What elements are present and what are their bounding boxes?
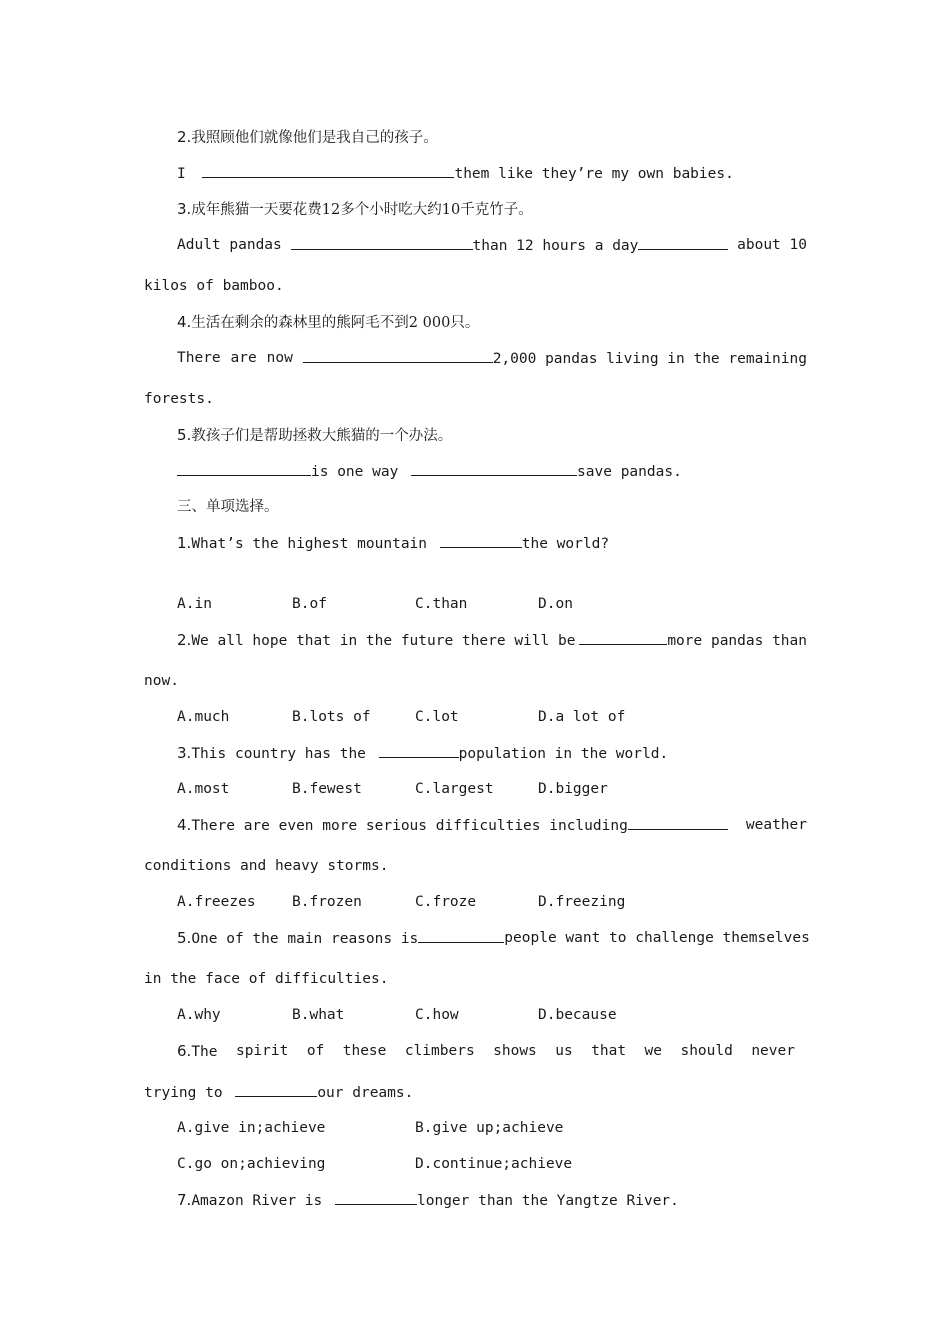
answer-blank[interactable] [440,533,522,548]
word: climbers [404,1043,475,1059]
option-b[interactable]: B.frozen [292,894,362,910]
question-text: One of the main reasons is [191,931,419,947]
mc-question-1 [177,533,609,554]
question-text: This country has the [191,746,366,762]
question-text: There are even more serious difficulties including [191,818,628,834]
answer-blank-2[interactable] [411,461,577,476]
option-b[interactable]: B.lots of [292,709,371,725]
question-text: trying to [144,1085,223,1101]
word: these [342,1043,387,1059]
question-number: 3. [177,744,192,762]
mc-question-6-continuation [144,1082,413,1103]
answer-blank[interactable] [335,1190,417,1205]
option-d[interactable]: D.freezing [538,894,626,910]
question-4-continuation: forests. [144,391,214,407]
chinese-prompt: 生活在剩余的森林里的熊阿毛不到2 000只。 [191,315,480,331]
sentence-middle: than 12 hours a day [472,238,639,254]
option-c[interactable]: C.largest [415,781,494,797]
option-c[interactable]: C.how [415,1007,459,1023]
question-text-end: people want to challenge themselves [504,930,810,946]
sentence-start: I [177,166,186,182]
option-b[interactable]: B.fewest [292,781,362,797]
option-d[interactable]: D.bigger [538,781,608,797]
question-3-english [177,235,807,256]
answer-blank[interactable] [379,743,459,758]
option-a[interactable]: A.freezes [177,894,256,910]
question-5-english [177,461,682,482]
question-3-chinese [177,199,533,220]
option-a[interactable]: A.in [177,596,212,612]
word: of [306,1043,325,1059]
word: The [191,1044,218,1060]
section-title: 三、单项选择。 [177,499,279,515]
chinese-prompt: 成年熊猫一天要花费12多个小时吃大约10千克竹子。 [191,202,533,218]
sentence-end: 2,000 pandas living in the remaining [492,351,807,367]
answer-blank-1[interactable] [291,235,473,250]
option-c[interactable]: C.than [415,596,468,612]
word: pandas [229,237,282,253]
option-a[interactable]: A.give in;achieve [177,1120,326,1136]
option-c[interactable]: C.lot [415,709,459,725]
sentence-end: them like they’re my own babies. [454,166,734,182]
question-number: 1. [177,534,192,552]
word: spirit [235,1043,289,1059]
mc-question-5 [177,928,810,949]
mc-question-2 [177,630,807,651]
word: shows [493,1043,537,1059]
option-a[interactable]: A.why [177,1007,221,1023]
mc-question-3 [177,743,668,764]
chinese-prompt: 教孩子们是帮助拯救大熊猫的一个办法。 [191,428,453,444]
question-text-end: the world? [521,536,610,552]
question-3-continuation: kilos of bamboo. [144,278,284,294]
answer-blank[interactable] [418,928,504,943]
question-text: What’s the highest mountain [191,536,428,552]
answer-blank-2[interactable] [638,235,728,250]
option-d[interactable]: D.on [538,596,573,612]
word: 10 [789,237,807,253]
question-number: 5. [177,929,192,947]
answer-blank[interactable] [235,1082,317,1097]
question-number: 6. [177,1042,192,1060]
mc-question-5-continuation: in the face of difficulties. [144,971,389,987]
word: should [680,1043,733,1059]
mc-question-7 [177,1190,679,1211]
answer-blank[interactable] [202,163,454,178]
word: that [591,1043,627,1059]
word: There [177,350,221,366]
word: now [266,350,293,366]
question-text-end: population in the world. [458,746,669,762]
sentence-end: save pandas. [577,464,682,480]
chinese-prompt: 我照顾他们就像他们是我自己的孩子。 [191,130,438,146]
question-5-chinese [177,425,452,446]
word: Adult [177,237,221,253]
option-b[interactable]: B.give up;achieve [415,1120,564,1136]
question-text-end: our dreams. [317,1085,414,1101]
question-number: 4. [177,816,192,834]
option-b[interactable]: B.of [292,596,327,612]
question-2-english [177,163,734,184]
option-b[interactable]: B.what [292,1007,345,1023]
question-text-end: longer than the Yangtze River. [417,1193,679,1209]
option-c[interactable]: C.froze [415,894,477,910]
option-a[interactable]: A.most [177,781,230,797]
option-d[interactable]: D.continue;achieve [415,1156,573,1172]
question-text: Amazon River is [191,1193,323,1209]
answer-blank[interactable] [628,815,728,830]
question-text-end: weather [745,817,807,833]
question-number: 4. [177,313,192,331]
question-number: 3. [177,200,192,218]
question-4-english [177,348,807,369]
option-d[interactable]: D.because [538,1007,617,1023]
word: we [644,1043,663,1059]
mc-question-4 [177,815,807,836]
question-4-chinese [177,312,479,333]
answer-blank-1[interactable] [177,461,311,476]
word: about [737,237,781,253]
answer-blank[interactable] [579,630,667,645]
question-2-chinese [177,127,438,148]
question-text: We all hope that in the future there will be [191,633,576,649]
question-number: 2. [177,631,192,649]
option-a[interactable]: A.much [177,709,230,725]
question-number: 5. [177,426,192,444]
word: are [230,350,257,366]
mc-question-4-continuation: conditions and heavy storms. [144,858,389,874]
word: never [751,1043,795,1059]
mc-question-2-continuation: now. [144,673,179,689]
answer-blank[interactable] [303,348,493,363]
question-number: 2. [177,128,192,146]
word: us [555,1043,573,1059]
question-number: 7. [177,1191,192,1209]
option-c[interactable]: C.go on;achieving [177,1156,326,1172]
option-d[interactable]: D.a lot of [538,709,626,725]
question-text-end: more pandas than [667,633,807,649]
mc-question-6 [177,1041,795,1062]
sentence-middle: is one way [311,464,399,480]
